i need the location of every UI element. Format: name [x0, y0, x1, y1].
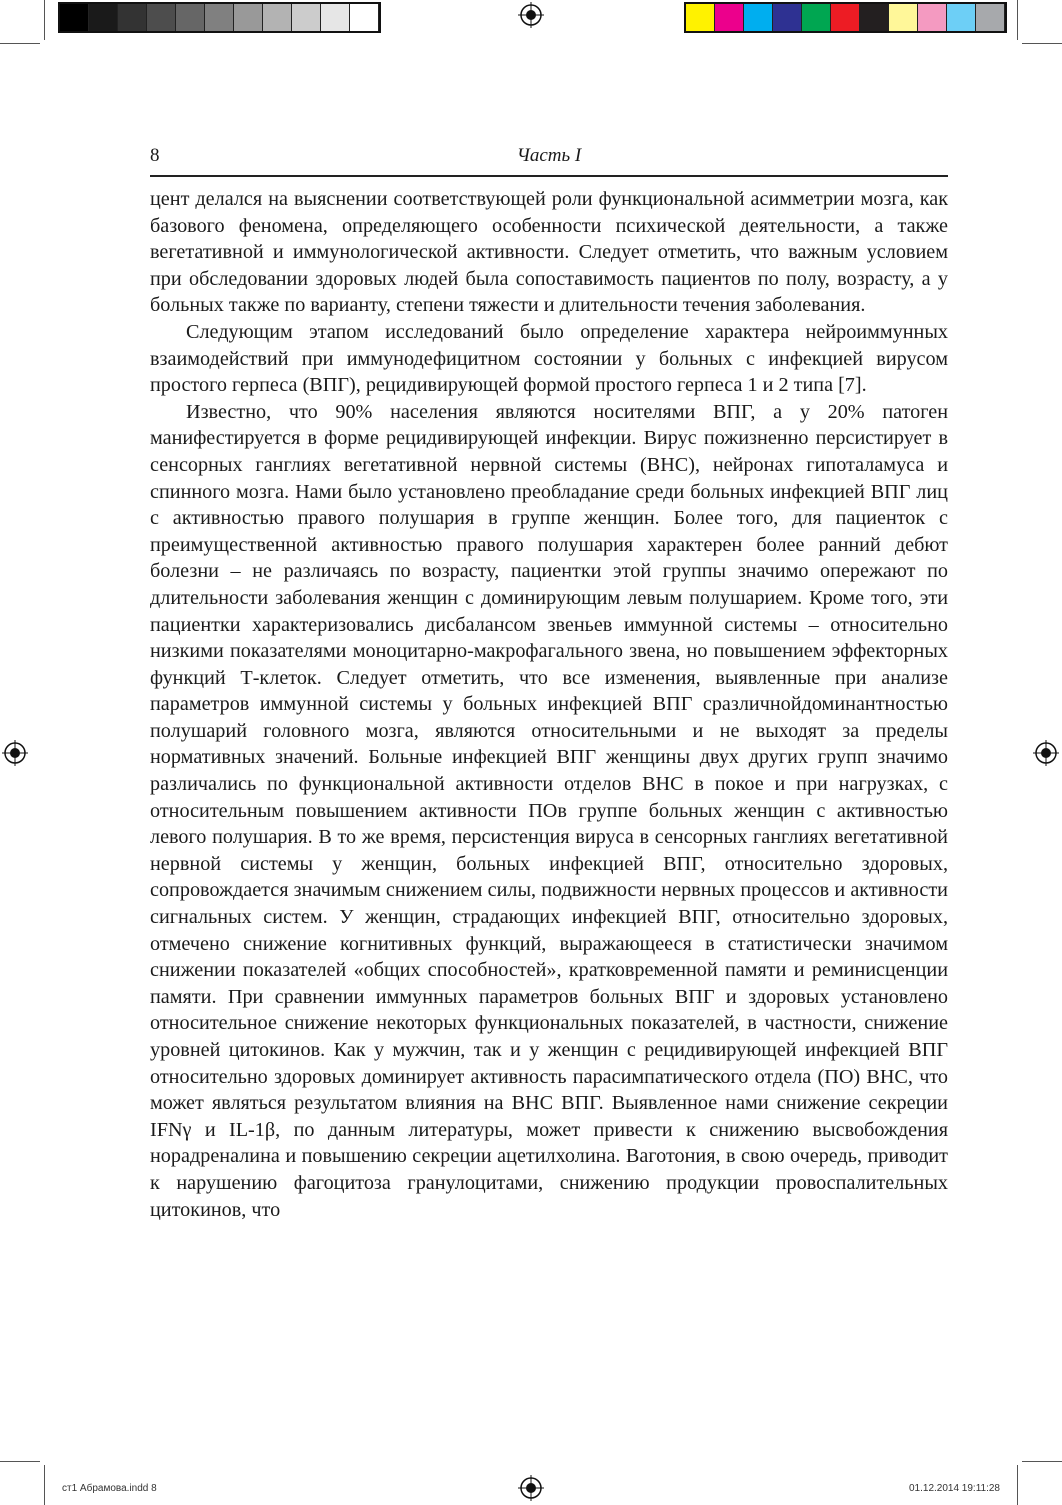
grayscale-color-bar — [58, 2, 381, 33]
registration-mark-icon — [1033, 740, 1059, 766]
color-swatch — [321, 4, 350, 31]
color-swatch — [350, 4, 379, 31]
header-rule — [150, 175, 948, 177]
color-swatch — [176, 4, 205, 31]
color-swatch — [60, 4, 89, 31]
color-swatch — [889, 4, 918, 31]
running-head: Часть I — [516, 145, 582, 166]
color-swatch — [715, 4, 744, 31]
crop-mark — [1022, 1461, 1062, 1462]
color-swatch — [89, 4, 118, 31]
color-swatch — [205, 4, 234, 31]
paragraph: Известно, что 90% населения являются носителями ВПГ, а у 20% патоген манифестируется в форме рецидивирующей инфекции. Вирус пожизненно персистирует в сенсорных ганглиях вегетативной нервной системы (ВНС), нейронах гипоталамуса и спинного мозга. Нами было установлено преобладание среди больных инфекцией ВПГ лиц с активностью правого полушария в группе женщин. Более того, для пациенток с преимущественной активностью правого полушария характерен более ранний дебют болезни – не различаясь по возрасту, пациентки этой группы значимо опережают по длительности заболевания женщин с доминирующим левым полушарием. Кроме того, эти пациентки характеризовались дисбалансом звеньев иммунной системы – относительно низкими показателями моноцитарно-макрофагального звена, но повышением эффекторных функций Т-клеток. Следует отметить, что все изменения, выявленные при анализе параметров иммунной системы у больных инфекцией ВПГ сразличнойдоминантностью полушарий головного мозга, являются относительными и не выходят за пределы нормативных значений. Больные инфекцией ВПГ женщины двух других групп значимо различались по функциональной активности отделов ВНС в покое и при нагрузках, с относительным повышением активности ПОв группе больных женщин с активностью левого полушария. В то же время, персистенция вируса в сенсорных ганглиях вегетативной нервной системы у женщин, больных инфекцией ВПГ, относительно здоровых, сопровождается значимым снижением силы, подвижности нервных процессов и активности сигнальных систем. У женщин, страдающих инфекцией ВПГ, относительно здоровых, отмечено снижение когнитивных функций, выражающееся в статистически значимом снижении показателей «общих способностей», кратковременной памяти и реминисценции памяти. При сравнении иммунных параметров больных ВПГ и здоровых установлено относительное снижение некоторых функциональных показателей, в частности, снижение уровней цитокинов. Как у мужчин, так и у женщин с рецидивирующей инфекцией ВПГ относительно здоровых доминирует активность парасимпатического отдела (ПО) ВНС, что может являться результатом влияния на ВНС ВПГ. Выявленное нами снижение секреции IFNγ и IL-1β, по данным литературы, может привести к снижению высвобождения норадреналина и повышению секреции ацетилхолина. Ваготония, в свою очередь, приводит к нарушению фагоцитоза гранулоцитами, снижению продукции провоспалительных цитокинов, что — [150, 400, 948, 1221]
registration-mark-icon — [518, 2, 544, 28]
color-swatch — [147, 4, 176, 31]
registration-mark-icon — [2, 740, 28, 766]
color-swatch — [234, 4, 263, 31]
crop-mark — [0, 43, 40, 44]
color-swatch — [831, 4, 860, 31]
color-swatch — [686, 4, 715, 31]
crop-mark — [1017, 1465, 1018, 1505]
crop-mark — [0, 1461, 40, 1462]
crop-mark — [1022, 43, 1062, 44]
color-swatch — [918, 4, 947, 31]
page-number: 8 — [150, 145, 160, 166]
registration-mark-icon — [518, 1475, 544, 1501]
slug-datetime: 01.12.2014 19:11:28 — [908, 1483, 1000, 1494]
color-swatch — [802, 4, 831, 31]
crop-mark — [44, 0, 45, 40]
color-swatch — [118, 4, 147, 31]
crop-mark — [1017, 0, 1018, 40]
color-swatch — [947, 4, 976, 31]
color-swatch — [744, 4, 773, 31]
color-swatch — [773, 4, 802, 31]
paragraph: цент делался на выяснении соответствующей роли функциональной асимметрии мозга, как базового феномена, определяющего особенности психической деятельности, а также вегетативной и иммунологической активности. Следует отметить, что важным условием при обследовании здоровых людей была сопоставимость пациентов по полу, возрасту, а у больных также по варианту, степени тяжести и длительности течения заболевания. — [150, 188, 948, 317]
color-swatch — [976, 4, 1005, 31]
process-color-bar — [684, 2, 1007, 33]
color-swatch — [263, 4, 292, 31]
slug-file-name: ст1 Абрамова.indd 8 — [62, 1483, 157, 1494]
body-text — [150, 186, 948, 1223]
paragraph: Следующим этапом исследований было определение характера нейроиммунных взаимодействий при иммунодефицитном состоянии у больных с инфекцией вирусом простого герпеса (ВПГ), рецидивирующей формой простого герпеса 1 и 2 типа [7]. — [150, 320, 948, 397]
color-swatch — [292, 4, 321, 31]
crop-mark — [44, 1465, 45, 1505]
color-swatch — [860, 4, 889, 31]
